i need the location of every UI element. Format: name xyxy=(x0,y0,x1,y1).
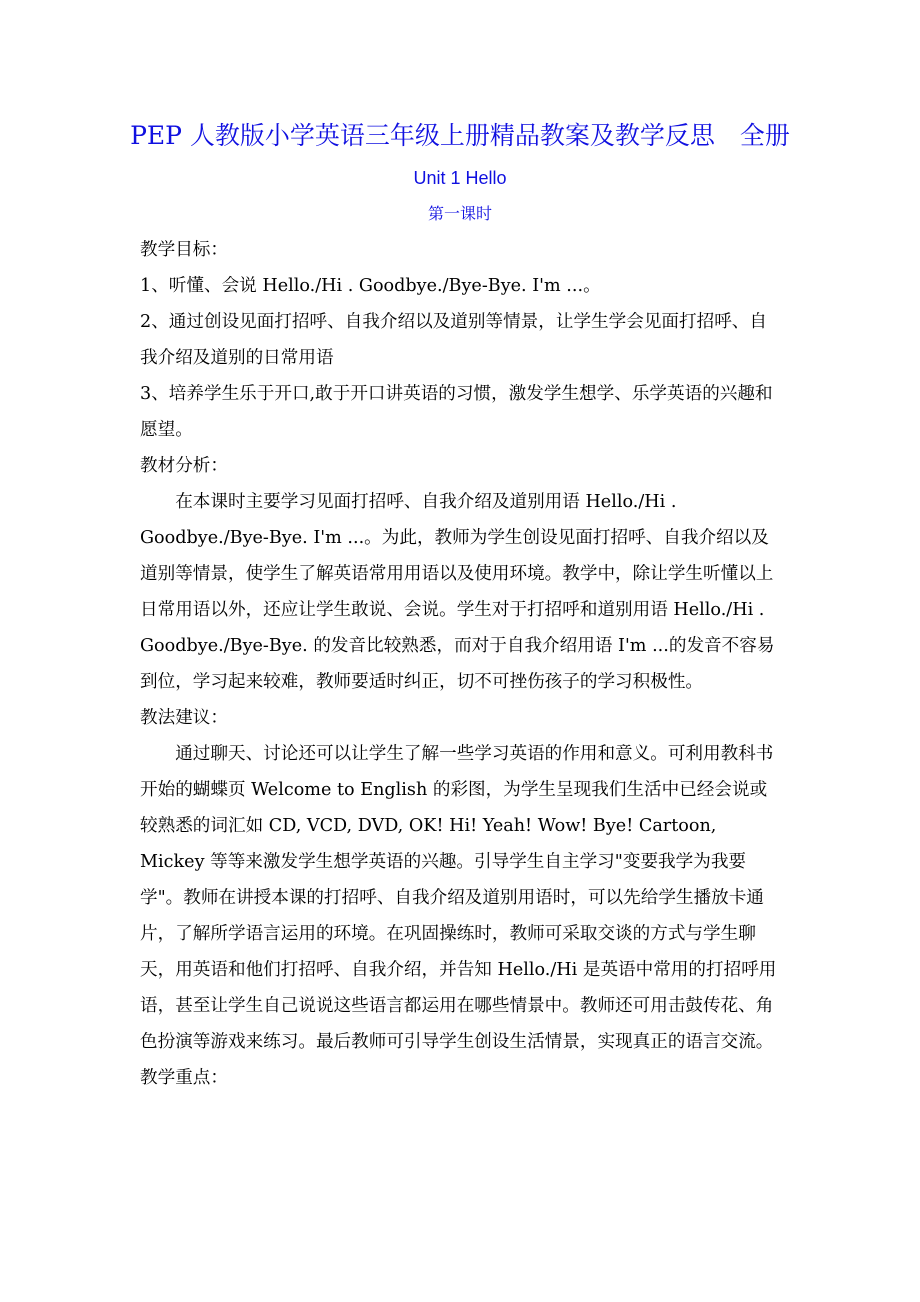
goal-item-2: 2、通过创设见面打招呼、自我介绍以及道别等情景，让学生学会见面打招呼、自我介绍及道别的日常用语 xyxy=(140,312,767,368)
goal-item-3: 3、培养学生乐于开口,敢于开口讲英语的习惯，激发学生想学、乐学英语的兴趣和愿望。 xyxy=(140,384,773,440)
goal-item-1: 1、听懂、会说 Hello./Hi . Goodbye./Bye-Bye. I'm ...。 xyxy=(140,276,601,296)
analysis-paragraph: 在本课时主要学习见面打招呼、自我介绍及道别用语 Hello./Hi . Goodbye./Bye-Bye. I'm ...。为此，教师为学生创设见面打招呼、自我介绍以及道别等情景，使学生了解英语常用用语以及使用环境。教学中，除让学生听懂以上日常用语以外，还应让学生敢说、会说。学生对于打招呼和道别用语 Hello./Hi . Goodbye./Bye-Bye. 的发音比较熟悉，而对于自我介绍用语 I'm ...的发音不容易到位，学习起来较难，教师要适时纠正，切不可挫伤孩子的学习积极性。 xyxy=(140,492,775,692)
document-body xyxy=(140,232,782,1096)
method-paragraph: 通过聊天、讨论还可以让学生了解一些学习英语的作用和意义。可利用教科书开始的蝴蝶页 Welcome to English 的彩图，为学生呈现我们生活中已经会说或较熟悉的词汇如 CD, VCD, DVD, OK! Hi! Yeah! Wow! Bye! Cartoon, Mickey 等等来激发学生想学英语的兴趣。引导学生自主学习"变要我学为我要学"。教师在讲授本课的打招呼、自我介绍及道别用语时，可以先给学生播放卡通片，了解所学语言运用的环境。在巩固操练时，教师可采取交谈的方式与学生聊天，用英语和他们打招呼、自我介绍，并告知 Hello./Hi 是英语中常用的打招呼用语，甚至让学生自己说说这些语言都运用在哪些情景中。教师还可用击鼓传花、角色扮演等游戏来练习。最后教师可引导学生创设生活情景，实现真正的语言交流。 xyxy=(140,744,777,1052)
lesson-heading: 第一课时 xyxy=(427,204,492,223)
unit-heading: Unit 1 Hello xyxy=(413,168,507,188)
analysis-heading: 教材分析： xyxy=(140,456,228,476)
method-heading: 教法建议： xyxy=(140,708,228,728)
document-title: PEP 人教版小学英语三年级上册精品教案及教学反思 全册 xyxy=(130,121,790,150)
goals-heading: 教学目标： xyxy=(140,240,228,260)
focus-heading: 教学重点： xyxy=(140,1068,228,1088)
